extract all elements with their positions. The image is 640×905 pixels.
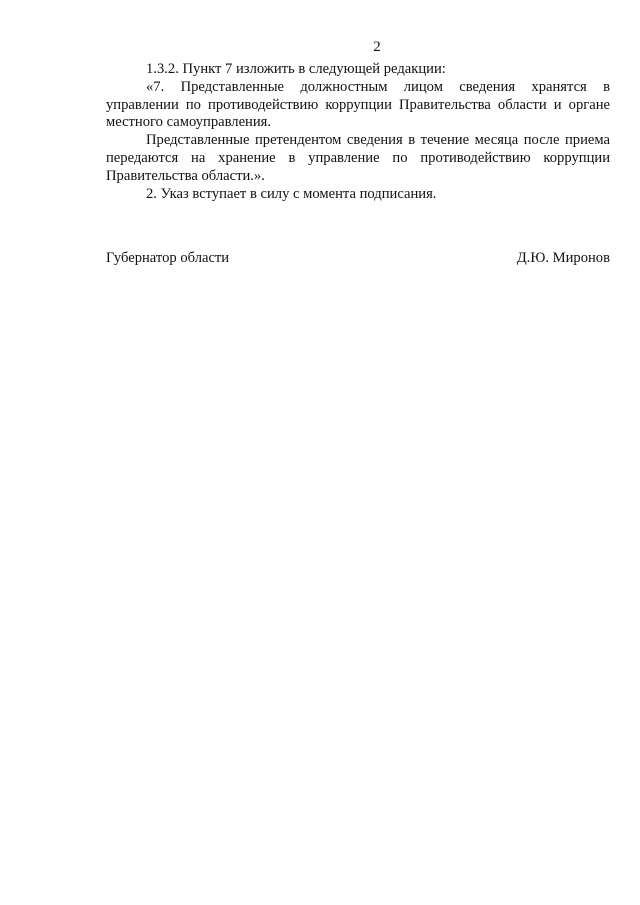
paragraph-candidate-info: Представленные претендентом сведения в течение месяца после приема передаются на хранение в управление по противодействию коррупции Правительства области.». xyxy=(106,132,610,184)
signatory-name: Д.Ю. Миронов xyxy=(516,250,610,266)
paragraph-effective-date: 2. Указ вступает в силу с момента подписания. xyxy=(146,185,437,202)
signatory-position: Губернатор области xyxy=(106,250,230,266)
paragraph-amendment-intro: 1.3.2. Пункт 7 изложить в следующей редакции: xyxy=(146,61,446,77)
document-body xyxy=(106,61,610,203)
page-number: 2 xyxy=(373,39,381,55)
paragraph-item-7: «7. Представленные должностным лицом сведения хранятся в управлении по противодействию коррупции Правительства области и органе местного самоуправления. xyxy=(106,78,610,131)
signature-block xyxy=(106,249,610,267)
